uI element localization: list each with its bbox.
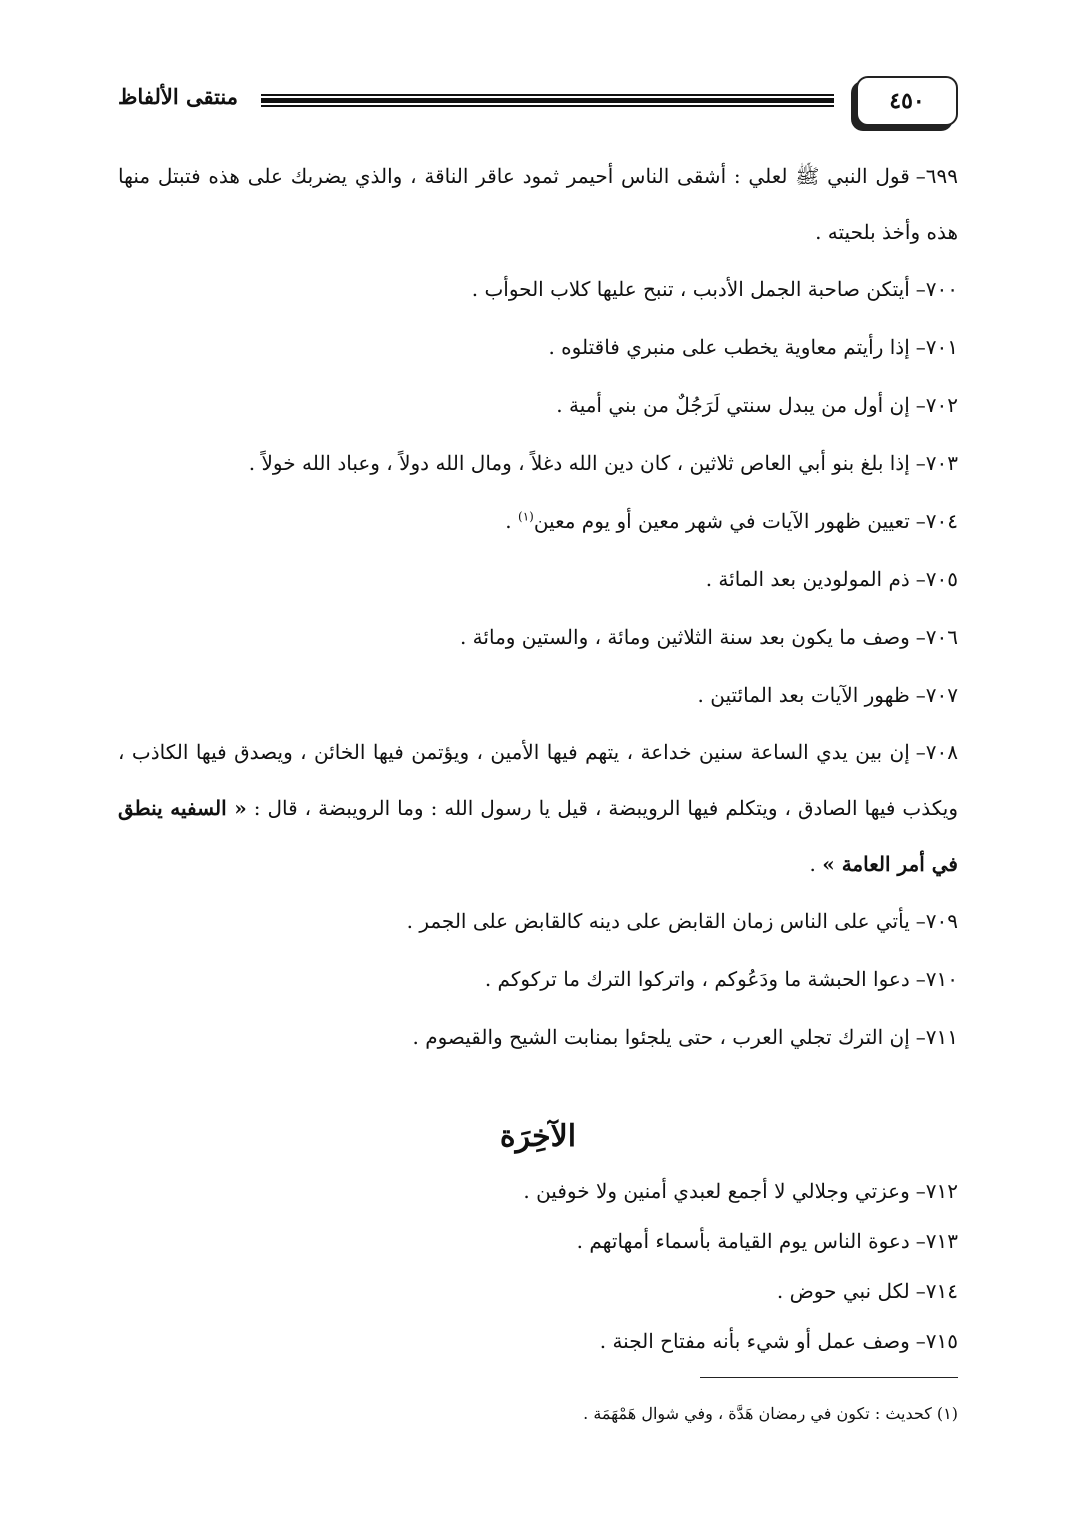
entry-text: إن بين يدي الساعة سنين خداعة ، يتهم فيها الأمين ، ويؤتمن فيها الخائن ، ويصدق فيها الكاذب ، ويكذب فيها الصادق ، ويتكلم فيها الرويبضة ، قيل يا رسول الله : وما الرويبضة ، قال : bbox=[118, 740, 959, 820]
entry-text: ظهور الآيات بعد المائتين . bbox=[697, 683, 910, 707]
entry-713 bbox=[118, 1216, 958, 1266]
entry-number: ٧٠٠– bbox=[915, 277, 958, 301]
entry-text: إن أول من يبدل سنتي لَرَجُلٌ من بني أمية . bbox=[556, 393, 910, 417]
entry-705 bbox=[118, 550, 958, 608]
entry-712 bbox=[118, 1166, 958, 1216]
header-rule bbox=[261, 94, 834, 107]
entry-709 bbox=[118, 892, 958, 950]
entry-702 bbox=[118, 376, 958, 434]
entry-number: ٧٠٦– bbox=[915, 625, 958, 649]
entry-text: وصف عمل أو شيء بأنه مفتاح الجنة . bbox=[599, 1329, 910, 1353]
entry-703 bbox=[118, 434, 958, 492]
entry-number: ٧١١– bbox=[915, 1025, 958, 1049]
entry-number: ٧١٥– bbox=[915, 1329, 958, 1353]
header-rule-thick bbox=[261, 98, 834, 103]
entry-number: ٧٠١– bbox=[915, 335, 958, 359]
entry-text: قول النبي ﷺ لعلي : أشقى الناس أحيمر ثمود عاقر الناقة ، والذي يضربك على هذه فتبتل منها هذه وأخذ بلحيته . bbox=[118, 164, 958, 244]
entry-text: إن الترك تجلي العرب ، حتى يلجئوا بمنابت الشيح والقيصوم . bbox=[412, 1025, 910, 1049]
section-title: الآخِرَة bbox=[499, 1119, 577, 1154]
header-rule-thin-bottom bbox=[261, 105, 834, 107]
entry-text: يأتي على الناس زمان القابض على دينه كالقابض على الجمر . bbox=[406, 909, 910, 933]
entry-text: وعزتي وجلالي لا أجمع لعبدي أمنين ولا خوفين . bbox=[523, 1179, 910, 1203]
entry-699 bbox=[118, 148, 958, 260]
entry-715 bbox=[118, 1316, 958, 1366]
entry-number: ٧٠٣– bbox=[915, 451, 958, 475]
entry-number: ٧١٠– bbox=[915, 967, 958, 991]
entry-number: ٧٠٢– bbox=[915, 393, 958, 417]
entry-number: ٧٠٤– bbox=[915, 509, 958, 533]
entry-701 bbox=[118, 318, 958, 376]
entry-text-end: . bbox=[809, 852, 823, 876]
entry-704 bbox=[118, 492, 958, 550]
header-rule-thin-top bbox=[261, 94, 834, 96]
entry-number: ٧١٢– bbox=[915, 1179, 958, 1203]
footnote-marker[interactable]: (١) bbox=[518, 509, 534, 524]
entry-number: ٧١٤– bbox=[915, 1279, 958, 1303]
entry-711 bbox=[118, 1008, 958, 1066]
footnote: (١) كحديث : تكون في رمضان هَدَّة ، وفي شوال هَمْهَمَة . bbox=[583, 1404, 958, 1423]
entry-text: لكل نبي حوض . bbox=[776, 1279, 910, 1303]
page-number: ٤٥٠ bbox=[889, 88, 925, 114]
entry-number: ٧٠٧– bbox=[915, 683, 958, 707]
entry-text: دعوة الناس يوم القيامة بأسماء أمهاتهم . bbox=[576, 1229, 910, 1253]
entry-707 bbox=[118, 666, 958, 724]
entry-number: ٧٠٨– bbox=[915, 740, 958, 764]
footnote-divider bbox=[700, 1377, 958, 1378]
entry-text: وصف ما يكون بعد سنة الثلاثين ومائة ، والستين ومائة . bbox=[459, 625, 910, 649]
entry-text: إذا بلغ بنو أبي العاص ثلاثين ، كان دين الله دغلاً ، ومال الله دولاً ، وعباد الله خولاً . bbox=[248, 451, 910, 475]
entry-text: ذم المولودين بعد المائة . bbox=[705, 567, 910, 591]
entry-text: إذا رأيتم معاوية يخطب على منبري فاقتلوه . bbox=[548, 335, 910, 359]
entry-text-end: . bbox=[505, 509, 518, 533]
entry-number: ٧٠٩– bbox=[915, 909, 958, 933]
entry-714 bbox=[118, 1266, 958, 1316]
entry-710 bbox=[118, 950, 958, 1008]
entry-708 bbox=[118, 724, 958, 892]
entry-text: دعوا الحبشة ما ودَعُوكم ، واتركوا الترك ما تركوكم . bbox=[484, 967, 910, 991]
book-title: منتقى الألفاظ bbox=[118, 84, 239, 109]
page-number-box bbox=[856, 76, 958, 126]
entry-text: تعيين ظهور الآيات في شهر معين أو يوم معين bbox=[533, 509, 910, 533]
entry-text: أيتكن صاحبة الجمل الأدبب ، تنبح عليها كلاب الحوأب . bbox=[471, 277, 910, 301]
entry-number: ٦٩٩– bbox=[915, 164, 958, 188]
entry-700 bbox=[118, 260, 958, 318]
main-content bbox=[118, 148, 958, 1366]
entry-bold-quote: « السفيه ينطق في أمر العامة » bbox=[118, 796, 958, 876]
entry-number: ٧٠٥– bbox=[915, 567, 958, 591]
page-header bbox=[118, 72, 958, 134]
entry-number: ٧١٣– bbox=[915, 1229, 958, 1253]
entry-706 bbox=[118, 608, 958, 666]
